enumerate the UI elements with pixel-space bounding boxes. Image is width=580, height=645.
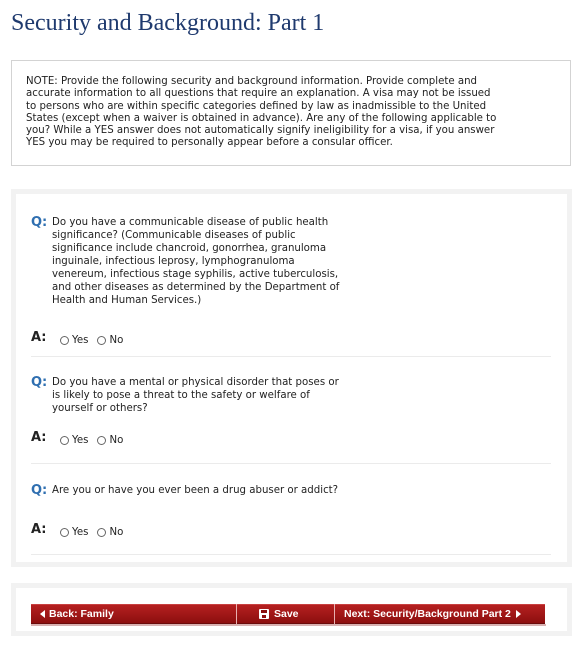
radio-no-1[interactable] [97,336,106,345]
arrow-right-icon [516,610,521,618]
answer-marker: A: [31,522,47,537]
question-divider [31,356,551,357]
yes-label[interactable]: Yes [72,435,89,446]
questions-container [16,194,567,562]
note-text: NOTE: Provide the following security and background information. Provide complete and accurate information to all questions that require an explanation. A visa may not be issued to persons who are within specific categories defined by law as inadmissible to the United States (except when a waiver is obtained in advance). Are any of the following applicable to you? While a YES answer does not automatically signify ineligibility for a visa, if you answer YES you may be required to personally appear before a consular officer. [26,76,497,149]
radio-no-2[interactable] [97,436,106,445]
answer-marker: A: [31,330,47,345]
question-divider [31,463,551,464]
radio-yes-1[interactable] [60,336,69,345]
question-marker: Q: [31,483,48,498]
note-box [11,60,571,166]
floppy-disk-icon [259,609,269,619]
no-label[interactable]: No [109,335,124,346]
radio-yes-2[interactable] [60,436,69,445]
back-button-label: Back: Family [49,608,114,620]
radio-no-3[interactable] [97,528,106,537]
button-bar-shadow [31,624,546,626]
answer-options-1 [60,335,132,346]
no-label[interactable]: No [109,527,124,538]
save-button-label: Save [274,608,299,620]
question-divider [31,554,551,555]
no-label[interactable]: No [109,435,124,446]
yes-label[interactable]: Yes [72,335,89,346]
answer-options-3 [60,527,132,538]
question-marker: Q: [31,215,48,230]
arrow-left-icon [40,610,45,618]
answer-options-2 [60,435,132,446]
save-button[interactable] [237,604,334,624]
questions-panel [11,189,572,567]
question-marker: Q: [31,375,48,390]
question-text-1: Do you have a communicable disease of public health significance? (Communicable diseases of public significance include chancroid, gonorrhea, granuloma inguinale, infectious leprosy, lymphogranuloma venereum, infectious stage syphilis, active tuberculosis, and other diseases as determined by the Department of Health and Human Services.) [52,217,340,306]
question-text-2: Do you have a mental or physical disorder that poses or is likely to pose a threat to the safety or welfare of yourself or others? [52,377,339,414]
answer-marker: A: [31,430,47,445]
yes-label[interactable]: Yes [72,527,89,538]
question-text-3: Are you or have you ever been a drug abuser or addict? [52,485,339,496]
back-button[interactable] [31,604,236,624]
navigation-bar [16,588,567,631]
next-button-label: Next: Security/Background Part 2 [344,608,511,620]
next-button[interactable] [335,604,545,624]
navigation-panel [11,583,572,636]
radio-yes-3[interactable] [60,528,69,537]
page-title: Security and Background: Part 1 [11,10,325,36]
